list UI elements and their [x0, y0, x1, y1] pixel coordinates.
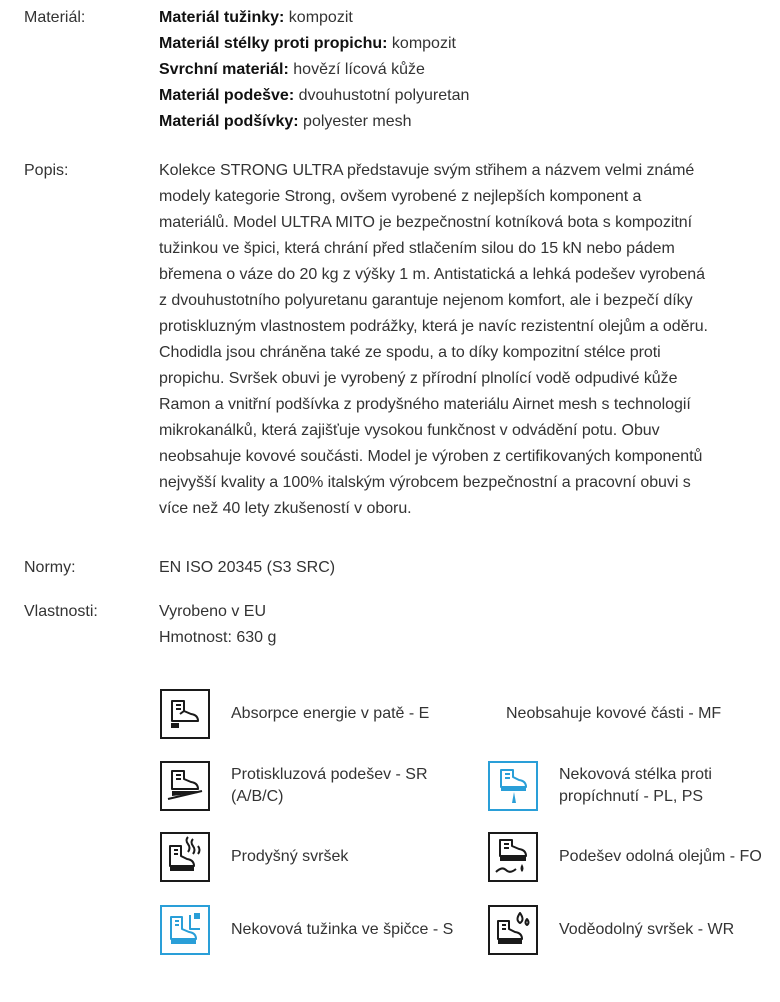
property-text: Protiskluzová podešev - SR (A/B/C): [231, 766, 428, 805]
features-list: [159, 599, 779, 651]
boot-heel-energy-icon: [160, 689, 210, 739]
features-label: Vlastnosti:: [24, 603, 98, 620]
property-water-resistant: [488, 905, 769, 955]
boot-oil-resistant-icon: [488, 832, 538, 882]
description-line: Chodidla jsou chráněna také ze spodu, a to díky kompozitní stélce proti: [159, 344, 661, 361]
property-text: Absorpce energie v patě - E: [231, 705, 430, 722]
material-item-key: Materiál tužinky:: [159, 9, 285, 26]
property-energy-absorption: [160, 689, 461, 739]
boot-water-resistant-icon: [488, 905, 538, 955]
property-text: Neobsahuje kovové části - MF: [506, 705, 722, 722]
material-list: [159, 5, 779, 135]
description-label: Popis:: [24, 162, 69, 179]
description-line: modely kategorie Strong, ovšem vyrobené z nejlepších komponent a: [159, 188, 642, 205]
property-breathable: [160, 832, 461, 882]
property-puncture-insole: [488, 761, 769, 811]
description-line: více než 40 lety zkušeností v oboru.: [159, 500, 412, 517]
norms-value: EN ISO 20345 (S3 SRC): [159, 559, 336, 576]
property-metal-free: [486, 689, 766, 739]
description-line: z dvouhustotního polyuretanu garantuje nejenom komfort, ale i bezpečí díky: [159, 292, 693, 309]
property-text: Voděodolný svršek - WR: [559, 921, 735, 938]
boot-toecap-icon: [160, 905, 210, 955]
property-text: Podešev odolná olejům - FO: [559, 848, 762, 865]
material-item-key: Svrchní materiál:: [159, 61, 289, 78]
features-item: Vyrobeno v EU: [159, 603, 267, 620]
property-text: Nekovová stélka proti propíchnutí - PL, PS: [559, 766, 712, 805]
property-oil-resistant: [488, 832, 769, 882]
boot-puncture-insole-icon: [488, 761, 538, 811]
boot-slip-resistant-icon: [160, 761, 210, 811]
description-line: Kolekce STRONG ULTRA představuje svým střihem a názvem velmi známé: [159, 162, 695, 179]
norms-label: Normy:: [24, 559, 76, 576]
boot-breathable-icon: [160, 832, 210, 882]
description-line: břemena o váze do 20 kg z výšky 1 m. Antistatická a lehká podešev vyrobená: [159, 266, 705, 283]
material-item-value: kompozit: [284, 9, 353, 26]
material-item-key: Materiál podešve:: [159, 87, 295, 104]
description-line: nejvyšší kvality a 100% italským výrobcem bezpečnostní a pracovní obuvi s: [159, 474, 691, 491]
description-line: materiálů. Model ULTRA MITO je bezpečnostní kotníková bota s kompozitní: [159, 214, 692, 231]
material-item-value: dvouhustotní polyuretan: [294, 87, 470, 104]
material-item: [159, 83, 779, 109]
material-item-value: polyester mesh: [298, 113, 412, 130]
property-text: Prodyšný svršek: [231, 848, 349, 865]
description-line: tužinkou ve špici, která chrání před stlačením silou do 15 kN nebo pádem: [159, 240, 675, 257]
material-label: Materiál:: [24, 9, 86, 26]
material-item-value: hovězí lícová kůže: [288, 61, 425, 78]
material-item-value: kompozit: [387, 35, 456, 52]
description-line: propichu. Svršek obuvi je vyrobený z přírodní plnolící vodě odpudivé kůže: [159, 370, 678, 387]
description-line: protiskluzným vlastnostem podrážky, která je navíc rezistentní olejům a oděru.: [159, 318, 708, 335]
material-item: [159, 109, 779, 135]
property-toecap: [160, 905, 461, 955]
description-text: [159, 158, 779, 522]
material-item: [159, 5, 779, 31]
features-item: Hmotnost: 630 g: [159, 629, 277, 646]
description-line: mikrokanálků, která zajišťuje vysokou funkčnost v odvádění potu. Obuv: [159, 422, 660, 439]
description-line: neobsahuje kovové součásti. Model je výroben z certifikovaných komponentů: [159, 448, 703, 465]
material-item: [159, 31, 779, 57]
material-item: [159, 57, 779, 83]
material-item-key: Materiál stélky proti propichu:: [159, 35, 388, 52]
property-text: Nekovová tužinka ve špičce - S: [231, 921, 454, 938]
property-slip-resistant: [160, 761, 461, 811]
material-item-key: Materiál podšívky:: [159, 113, 299, 130]
description-line: Ramon a vnitřní podšívka z prodyšného materiálu Airnet mesh s technologií: [159, 396, 691, 413]
